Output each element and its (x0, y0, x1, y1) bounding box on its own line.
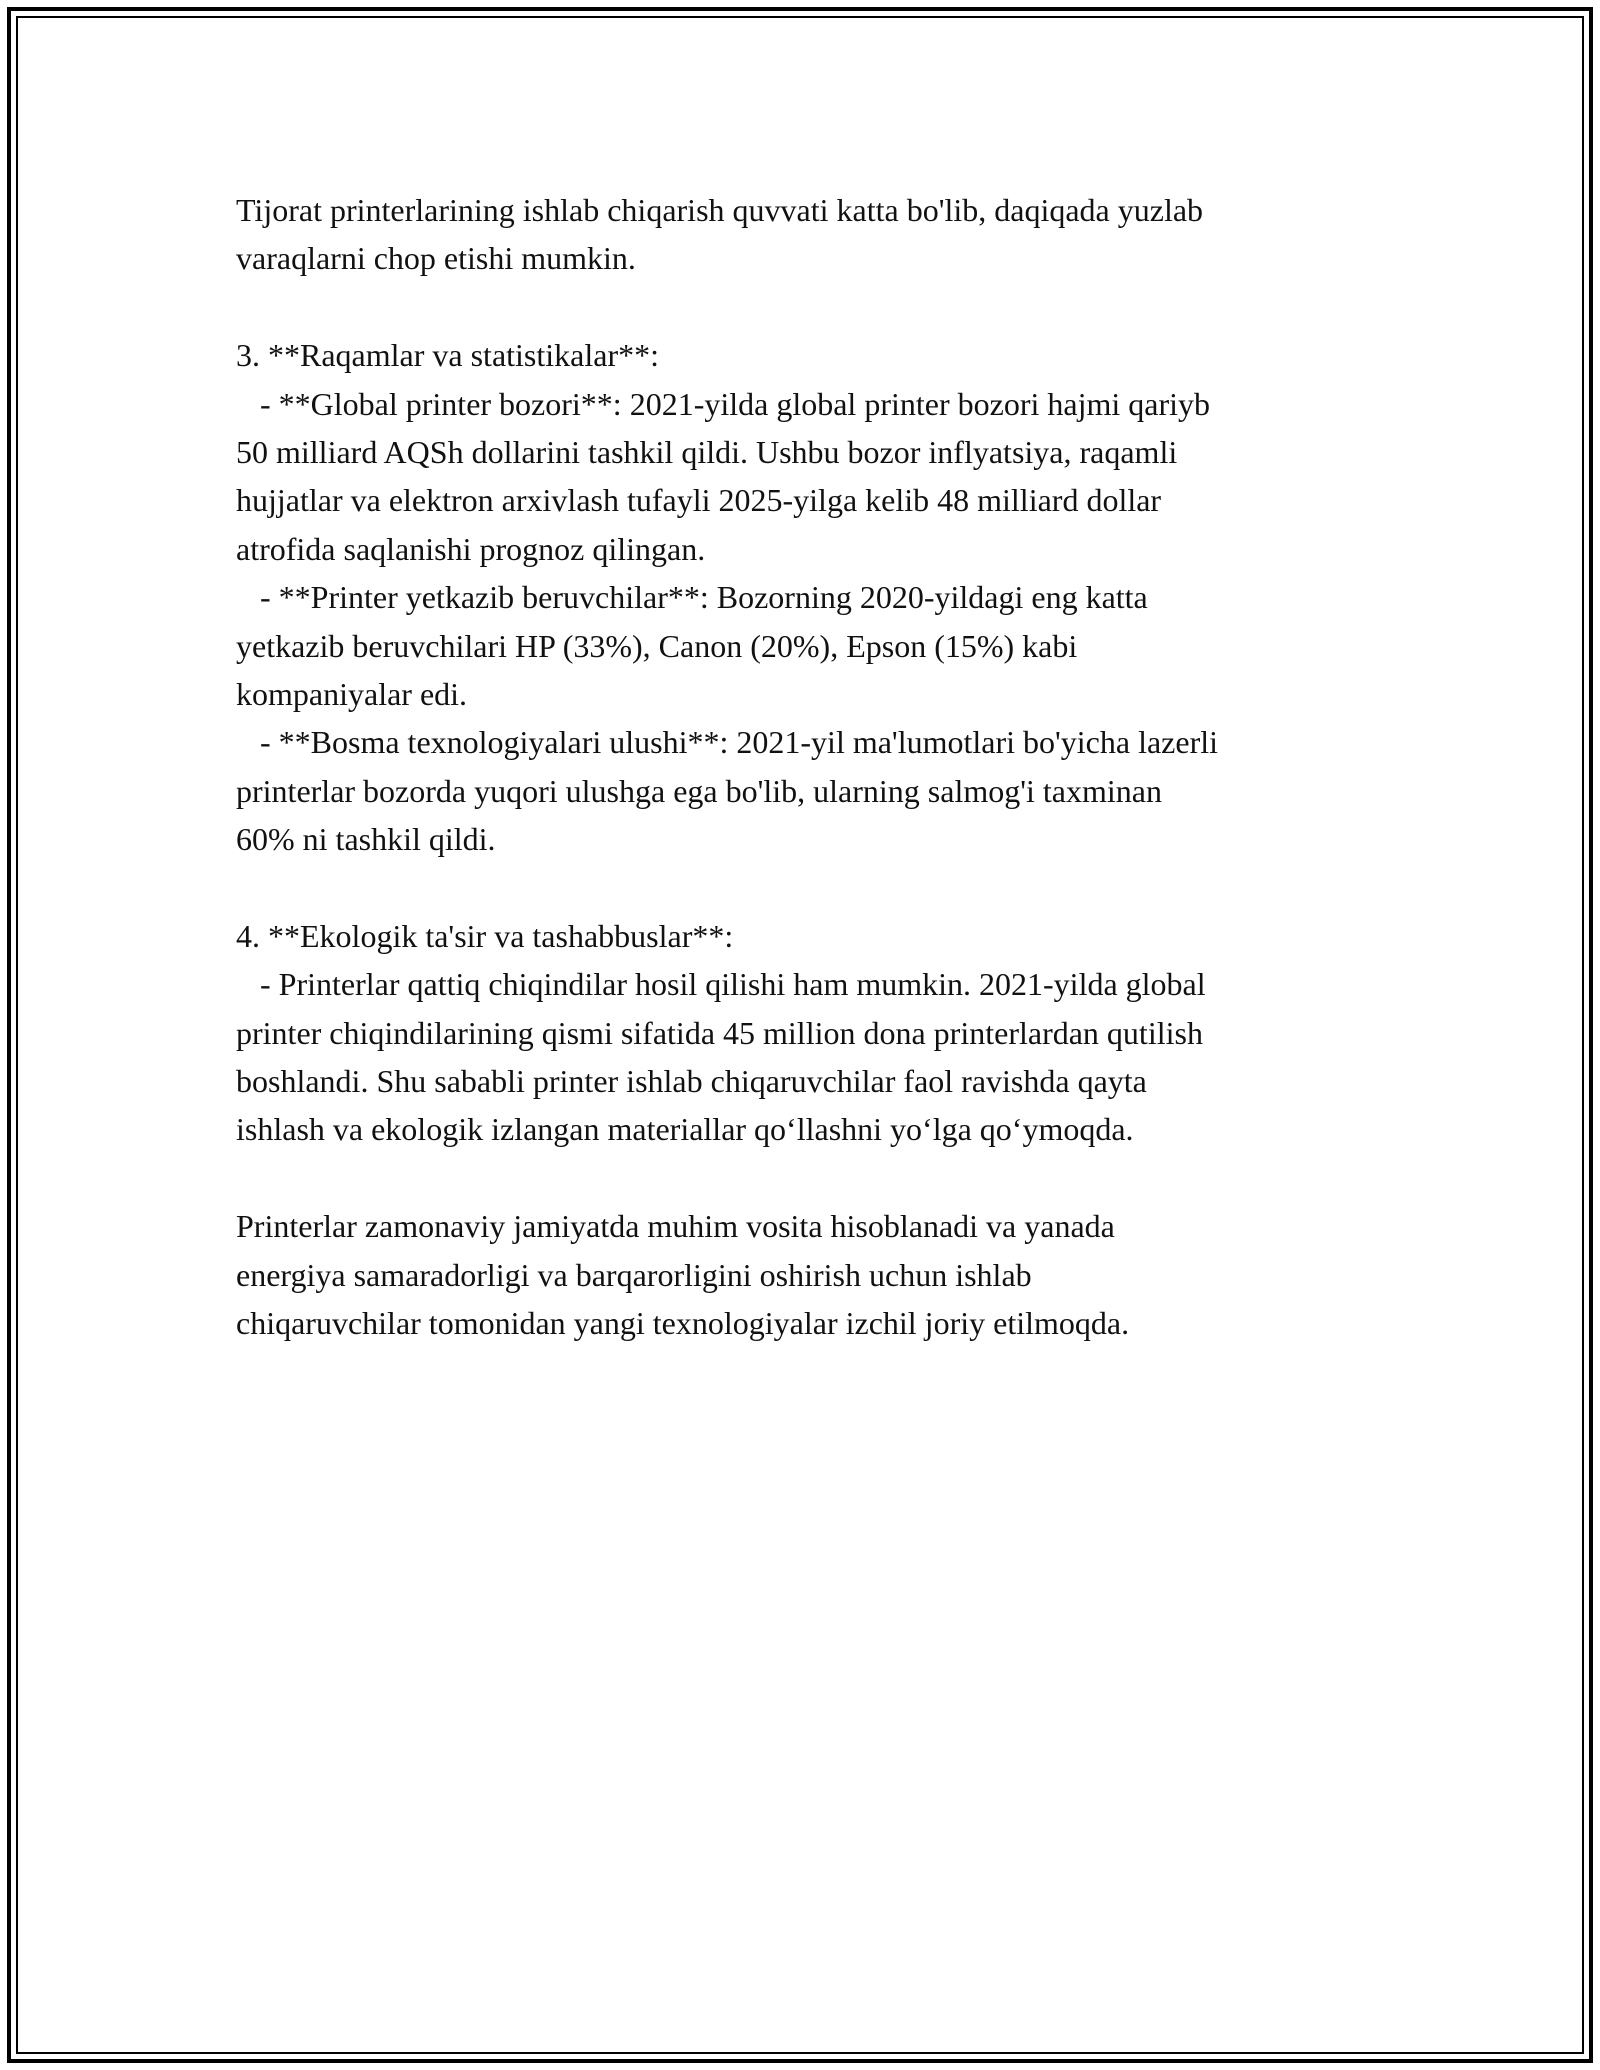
text-line: - Printerlar qattiq chiqindilar hosil qilishi ham mumkin. 2021-yilda global (236, 966, 1206, 1003)
text-line: printer chiqindilarining qismi sifatida 45 million dona printerlardan qutilish (236, 1014, 1203, 1051)
section-heading: 4. **Ekologik ta'sir va tashabbuslar**: (236, 917, 734, 954)
section-heading: 3. **Raqamlar va statistikalar**: (236, 337, 659, 374)
conclusion-paragraph (236, 1202, 1416, 1347)
document-body (236, 186, 1416, 1347)
text-line: 50 milliard AQSh dollarini tashkil qildi. Ushbu bozor inflyatsiya, raqamli (236, 433, 1178, 470)
text-line: printerlar bozorda yuqori ulushga ega bo'lib, ularning salmog'i taxminan (236, 772, 1162, 809)
text-line: atrofida saqlanishi prognoz qilingan. (236, 530, 706, 567)
blank-line (236, 1154, 1416, 1202)
text-line: varaqlarni chop etishi mumkin. (236, 240, 636, 277)
text-line: 60% ni tashkil qildi. (236, 821, 496, 858)
section-3 (236, 331, 1416, 863)
text-line: Printerlar zamonaviy jamiyatda muhim vosita hisoblanadi va yanada (236, 1208, 1115, 1245)
text-line: boshlandi. Shu sababli printer ishlab chiqaruvchilar faol ravishda qayta (236, 1063, 1147, 1100)
text-line: energiya samaradorligi va barqarorligini oshirish uchun ishlab (236, 1256, 1032, 1293)
list-item-printer-waste (236, 960, 1416, 1154)
blank-line (236, 863, 1416, 911)
list-item-printer-suppliers (236, 573, 1416, 718)
section-4 (236, 912, 1416, 1154)
text-line: yetkazib beruvchilari HP (33%), Canon (20%), Epson (15%) kabi (236, 627, 1078, 664)
blank-line (236, 283, 1416, 331)
text-line: - **Bosma texnologiyalari ulushi**: 2021-yil ma'lumotlari bo'yicha lazerli (236, 724, 1218, 761)
text-line: ishlash va ekologik izlangan materiallar qo‘llashni yo‘lga qo‘ymoqda. (236, 1111, 1134, 1148)
text-line: - **Global printer bozori**: 2021-yilda global printer bozori hajmi qariyb (236, 385, 1210, 422)
intro-paragraph (236, 186, 1416, 283)
list-item-global-printer-market (236, 380, 1416, 574)
text-line: hujjatlar va elektron arxivlash tufayli 2025-yilga kelib 48 milliard dollar (236, 482, 1162, 519)
text-line: chiqaruvchilar tomonidan yangi texnologiyalar izchil joriy etilmoqda. (236, 1304, 1130, 1341)
text-line: Tijorat printerlarining ishlab chiqarish quvvati katta bo'lib, daqiqada yuzlab (236, 192, 1204, 228)
list-item-print-technology-share (236, 718, 1416, 863)
text-line: - **Printer yetkazib beruvchilar**: Bozorning 2020-yildagi eng katta (236, 579, 1148, 616)
text-line: kompaniyalar edi. (236, 675, 468, 712)
